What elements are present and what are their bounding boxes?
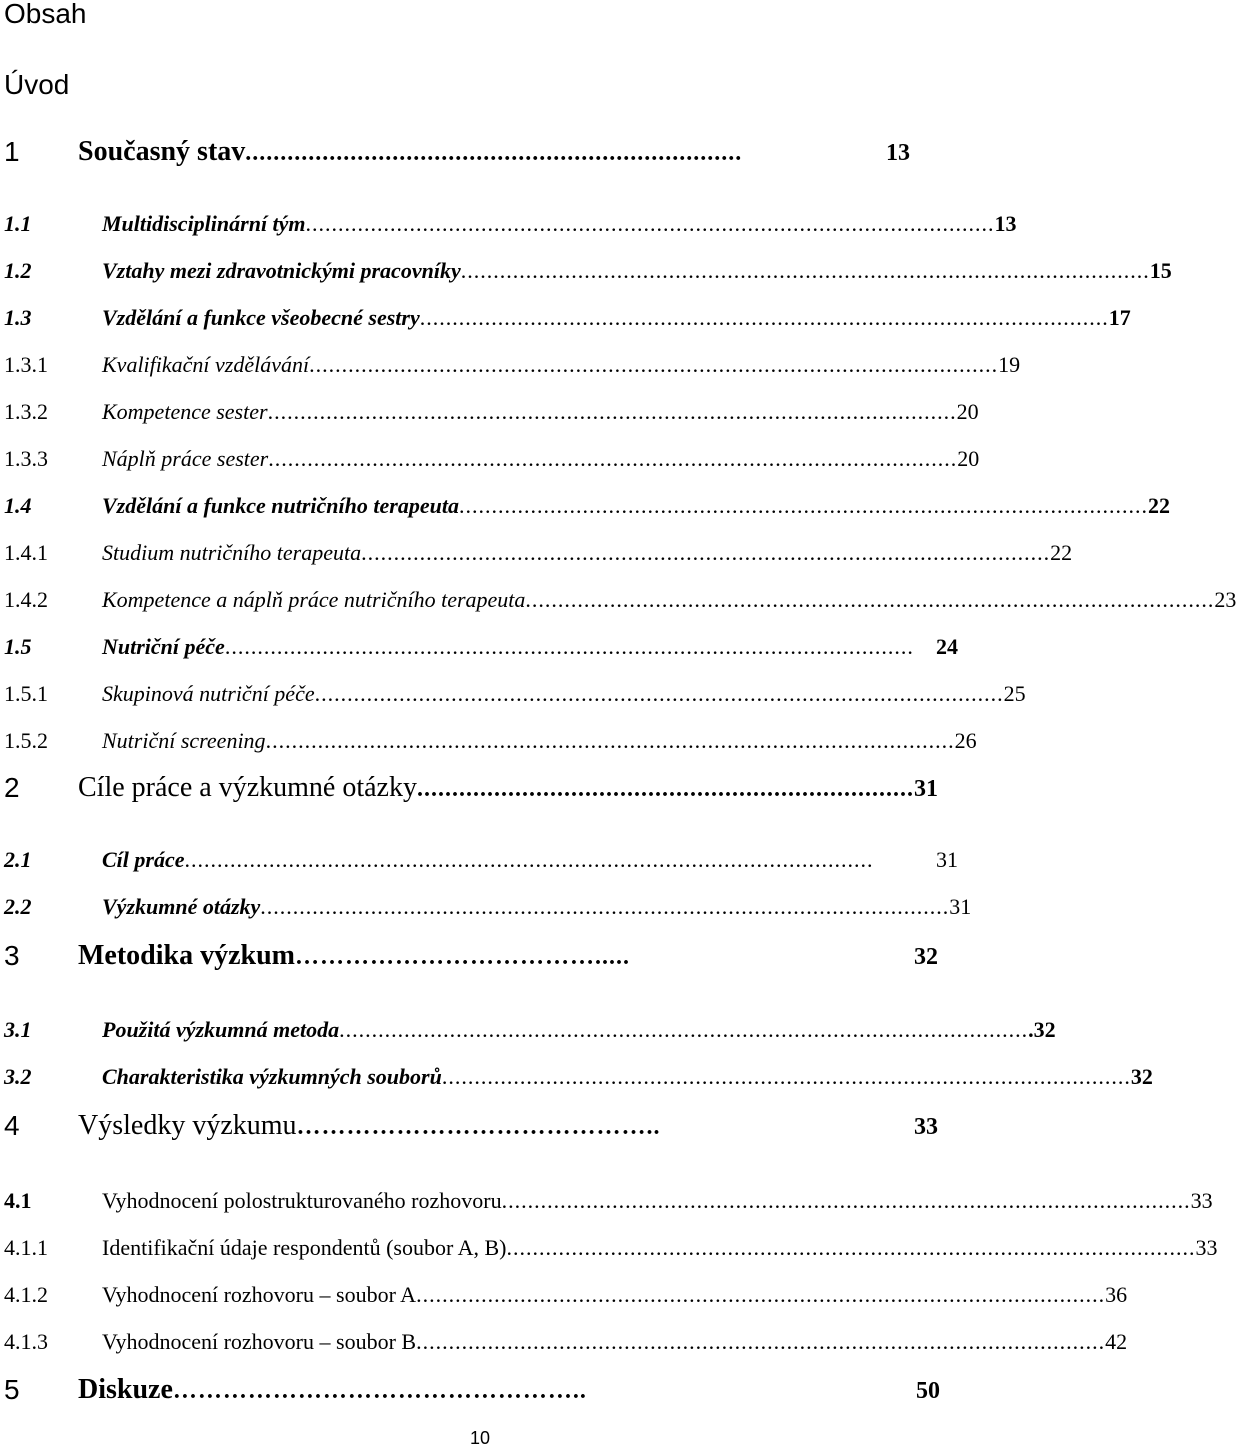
page-title: Obsah: [4, 0, 87, 29]
toc-title: Charakteristika výzkumných souborů: [102, 1064, 442, 1089]
toc-number: 4.1: [4, 1188, 32, 1213]
toc-title: Vyhodnocení polostrukturovaného rozhovoru: [102, 1188, 502, 1213]
toc-number: 2.1: [4, 847, 32, 872]
dot-leader: ..........................................................................................................: [260, 894, 950, 919]
toc-number: 2.2: [4, 894, 32, 919]
dot-leader: ..........................................................................................................: [501, 1188, 1191, 1213]
dot-leader: ..........................................................................................................: [265, 728, 955, 753]
dot-leader: ..........................................................................................................: [267, 399, 957, 424]
toc-title: Současný stav: [78, 136, 246, 167]
toc-page-number: 22: [1050, 540, 1073, 565]
toc-number: 1.4.1: [4, 540, 48, 565]
dot-leader: ……………………………………..: [296, 1114, 661, 1140]
toc-title: Cíl práce: [102, 847, 185, 872]
toc-number: 1.4: [4, 493, 32, 518]
toc-page-number: 31: [913, 776, 938, 802]
dot-leader: ..........................................................................................................: [268, 446, 958, 471]
dot-leader: ..........................................................................................................: [361, 540, 1051, 565]
toc-number: 3: [4, 940, 20, 971]
toc-title: Použitá výzkumná metoda: [102, 1017, 340, 1042]
dot-leader: ..........................................................................................................: [460, 258, 1150, 283]
toc-number: 4: [4, 1110, 20, 1141]
toc-page-number: 26: [954, 728, 977, 753]
toc-page-number: 13: [886, 140, 910, 166]
toc-title: Výsledky výzkumu: [78, 1110, 297, 1141]
toc-number: 1.1: [4, 211, 32, 236]
toc-number: 2: [4, 772, 20, 803]
toc-page-number: 17: [1108, 305, 1131, 330]
dot-leader: .......................................................................: [416, 776, 914, 802]
dot-leader: …………………………………………..: [172, 1378, 587, 1404]
toc-page-number: 33: [1190, 1188, 1213, 1213]
toc-title: Kompetence sester: [102, 399, 268, 424]
toc-number: 1.5.1: [4, 681, 48, 706]
dot-leader: .......................................................................: [245, 140, 743, 166]
toc-page-number: 31: [949, 894, 972, 919]
toc-page-number: 19: [998, 352, 1021, 377]
toc-page-number: 15: [1149, 258, 1172, 283]
toc-page-number: 32: [1130, 1064, 1153, 1089]
dot-leader: ..........................................................................................................: [506, 1235, 1196, 1260]
toc-title: Cíle práce a výzkumné otázky: [78, 772, 417, 803]
toc-title: Výzkumné otázky: [102, 894, 261, 919]
toc-number: 1.3.3: [4, 446, 48, 471]
toc-title: Kvalifikační vzdělávání: [102, 352, 310, 377]
toc-page-number: 42: [1105, 1329, 1128, 1354]
toc-title: Nutriční screening: [102, 728, 266, 753]
toc-number: 1.3.1: [4, 352, 48, 377]
toc-title: Kompetence a náplň práce nutričního terapeuta: [102, 587, 526, 612]
toc-page-number: 23: [1214, 587, 1236, 612]
toc-number: 4.1.3: [4, 1329, 48, 1354]
toc-title: Studium nutričního terapeuta: [102, 540, 362, 565]
dot-leader: ..........................................................................................................: [441, 1064, 1131, 1089]
toc-title: Vyhodnocení rozhovoru – soubor A: [102, 1282, 417, 1307]
toc-title: Metodika výzkum: [78, 940, 295, 971]
toc-page-number: 20: [956, 399, 979, 424]
dot-leader: ..........................................................................................................: [525, 587, 1215, 612]
toc-title: Multidisciplinární tým: [102, 211, 306, 236]
toc-page-number: 33: [1195, 1235, 1218, 1260]
toc-title: Nutriční péče: [102, 634, 225, 659]
toc-number: 1.2: [4, 258, 32, 283]
toc-number: 3.2: [4, 1064, 32, 1089]
toc-page-number: .32: [1028, 1017, 1056, 1042]
toc-page-number: 24: [936, 634, 958, 659]
toc-page-number: 33: [914, 1114, 938, 1140]
toc-title: Vyhodnocení rozhovoru – soubor B: [102, 1329, 417, 1354]
toc-number: 1.5.2: [4, 728, 48, 753]
toc-title: Diskuze: [78, 1374, 173, 1405]
toc-number: 4.1.2: [4, 1282, 48, 1307]
toc-title: Vzdělání a funkce všeobecné sestry: [102, 305, 420, 330]
dot-leader: ..........................................................................................................: [314, 681, 1004, 706]
toc-number: 4.1.1: [4, 1235, 48, 1260]
dot-leader: ..........................................................................................................: [416, 1282, 1106, 1307]
toc-title: Vztahy mezi zdravotnickými pracovníky: [102, 258, 461, 283]
toc-page-number: 50: [916, 1378, 940, 1404]
toc-number: 5: [4, 1374, 20, 1405]
toc-number: 1.4.2: [4, 587, 48, 612]
toc-number: 1.3.2: [4, 399, 48, 424]
toc-title: Skupinová nutriční péče: [102, 681, 315, 706]
dot-leader: ..........................................................................................................: [458, 493, 1148, 518]
toc-title: Náplň práce sester: [102, 446, 269, 471]
toc-page-number: 20: [957, 446, 980, 471]
toc-number: 1: [4, 136, 20, 167]
dot-leader: ……………………………….....: [295, 944, 630, 970]
toc-page-number: 25: [1003, 681, 1026, 706]
dot-leader: ..........................................................................................................: [339, 1017, 1029, 1042]
toc-number: 1.3: [4, 305, 32, 330]
toc-page-number: 22: [1147, 493, 1170, 518]
dot-leader: ..........................................................................................................: [305, 211, 995, 236]
dot-leader: ..........................................................................................................: [416, 1329, 1106, 1354]
toc-page-number: 13: [994, 211, 1017, 236]
toc-page-number: 32: [914, 944, 938, 970]
dot-leader: ..........................................................................................................: [184, 847, 874, 872]
toc-page-number: 36: [1105, 1282, 1128, 1307]
dot-leader: ..........................................................................................................: [309, 352, 999, 377]
toc-title: Identifikační údaje respondentů (soubor A, B): [102, 1235, 507, 1260]
toc-title: Vzdělání a funkce nutričního terapeuta: [102, 493, 459, 518]
page-number: 10: [469, 1428, 491, 1448]
dot-leader: ..........................................................................................................: [419, 305, 1109, 330]
dot-leader: ..........................................................................................................: [224, 634, 914, 659]
toc-page-number: 31: [936, 847, 958, 872]
toc-number: 1.5: [4, 634, 32, 659]
toc-entry-uvod[interactable]: Úvod: [4, 69, 70, 100]
toc-number: 3.1: [4, 1017, 32, 1042]
